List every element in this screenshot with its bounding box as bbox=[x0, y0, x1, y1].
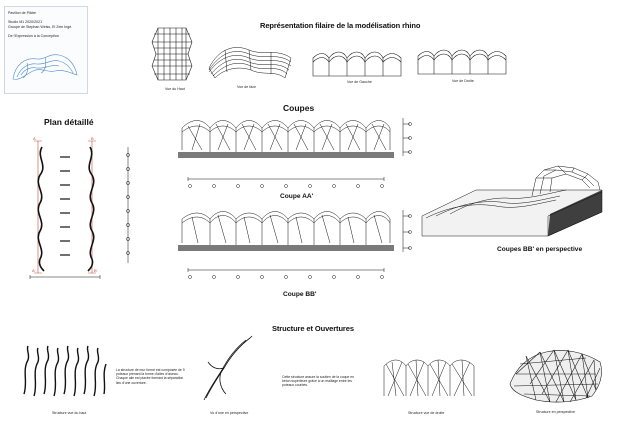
caption-structure-perspective: Structure en perspective bbox=[536, 410, 575, 414]
wire-view-front bbox=[205, 38, 295, 88]
caption-wing-perspective: Vu d'une en perspective bbox=[210, 411, 249, 415]
structure-perspective-drawing bbox=[506, 344, 606, 406]
title-plan: Plan détaillé bbox=[44, 117, 94, 127]
structure-text-1: La structure de mur formé est composée de 9 poteaux prenant la forme d'ailes d'oiseau. Chaque aile est placée formant la séparation lieu d'une ouverture. bbox=[116, 368, 185, 385]
plan-dimension-axis bbox=[122, 145, 134, 265]
marker-a-bottom: A' bbox=[32, 268, 36, 273]
structure-text-2: Cette structure assure la soutien de la coque en béton supérieure grâce à un maillage entre les poteaux courbés. bbox=[282, 375, 354, 388]
label-vue-droite: Vue de Droite bbox=[452, 79, 474, 83]
caption-structure-droite: Structure vue de droite bbox=[408, 411, 445, 415]
label-vue-face: Vue de face bbox=[237, 85, 257, 89]
perspective-section-drawing bbox=[416, 156, 616, 236]
wing-perspective-drawing bbox=[196, 334, 256, 404]
marker-a-top: A bbox=[33, 136, 36, 141]
info-line-3: Groupe de Stephan Weiss, El Zein Ingé. bbox=[8, 25, 73, 29]
caption-structure-haut: Structure vue du haut bbox=[52, 411, 87, 415]
structure-right-view-drawing bbox=[382, 352, 478, 402]
coupe-aa-dimension-line bbox=[186, 177, 386, 189]
label-vue-gauche: Vue de Gauche bbox=[347, 80, 372, 84]
info-line-4: De l'Expression à la Conception bbox=[8, 34, 59, 38]
title-wireframe: Représentation filaire de la modélisation rhino bbox=[260, 21, 421, 30]
caption-coupe-aa: Coupe AA' bbox=[280, 193, 314, 200]
wire-view-left bbox=[311, 46, 403, 82]
blue-sketch bbox=[5, 7, 87, 93]
info-card bbox=[4, 6, 88, 94]
coupe-aa-drawing bbox=[178, 114, 398, 170]
wire-view-right bbox=[416, 46, 508, 82]
info-line-1: Pavillon de Plâtre bbox=[8, 11, 36, 15]
wire-view-top bbox=[150, 24, 194, 84]
coupe-bb-drawing bbox=[178, 203, 398, 259]
structure-top-view-drawing bbox=[18, 342, 108, 402]
marker-b-bottom: B' bbox=[94, 268, 98, 273]
info-line-2: Studio M1 2020/2021 bbox=[8, 20, 43, 24]
coupe-aa-dimension-axis bbox=[398, 116, 412, 158]
caption-coupes-perspective: Coupes BB' en perspective bbox=[497, 246, 583, 253]
marker-b-top: B bbox=[91, 136, 94, 141]
coupe-bb-dimension-axis bbox=[398, 208, 412, 254]
title-coupes: Coupes bbox=[283, 103, 315, 113]
caption-coupe-bb: Coupe BB' bbox=[283, 291, 317, 298]
title-structure: Structure et Ouvertures bbox=[272, 324, 354, 333]
label-vue-haut: Vue du Haut bbox=[165, 87, 185, 91]
plan-drawing bbox=[20, 135, 110, 280]
coupe-bb-dimension-line bbox=[186, 268, 386, 280]
